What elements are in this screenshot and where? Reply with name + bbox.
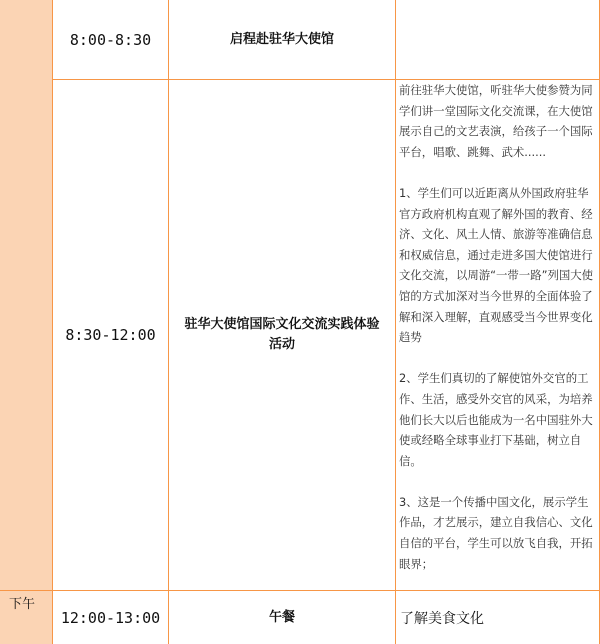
- time-cell: [53, 80, 168, 590]
- activity-cell: [169, 591, 395, 644]
- description-text: 了解美食文化: [400, 610, 484, 627]
- time-cell: [53, 591, 168, 644]
- time-text: 12:00-13:00: [60, 608, 161, 627]
- table-border: [0, 590, 600, 591]
- activity-text: 午餐: [268, 609, 295, 625]
- table-border: [52, 79, 600, 80]
- description-paragraph: 1、学生们可以近距离从外国政府驻华官方政府机构直观了解外国的教育、经济、文化、风土人情、旅游等准确信息和权威信息，通过走进多国大使馆进行文化交流，以周游“一带一路”列国大使馆的方式加深对当今世界的全面体验了解和深入理解，直观感受当今世界变化趋势: [399, 185, 594, 345]
- description-paragraph: 2、学生们真切的了解使馆外交官的工作、生活，感受外交官的风采，为培养他们长大以后也能成为一名中国驻外大使或经略全球事业打下基础，树立自信。: [399, 371, 593, 468]
- activity-text: 驻华大使馆国际文化交流实践体验活动: [184, 317, 380, 352]
- description-cell: [396, 80, 597, 590]
- time-text: 8:00-8:30: [69, 30, 152, 49]
- activity-cell: [169, 80, 395, 590]
- activity-cell: [169, 0, 395, 79]
- description-paragraph: 前往驻华大使馆，听驻华大使参赞为同学们讲一堂国际文化交流课，在大使馆展示自己的文艺表演，给孩子一个国际平台，唱歌、跳舞、武术......: [399, 83, 593, 159]
- time-text: 8:30-12:00: [65, 326, 156, 344]
- table-border: [52, 0, 53, 644]
- table-border: [395, 0, 396, 644]
- table-border: [168, 0, 169, 644]
- time-cell: [53, 0, 168, 79]
- description-cell-empty: [396, 0, 600, 79]
- period-cell-afternoon: [0, 591, 52, 644]
- description-paragraph: 3、这是一个传播中国文化，展示学生作品，才艺展示，建立自我信心、文化自信的平台，学生可以放飞自我，开拓眼界；: [399, 494, 593, 571]
- activity-text: 启程赴驻华大使馆: [229, 31, 334, 47]
- period-label: 下午: [9, 597, 36, 612]
- period-cell-morning: [0, 0, 52, 590]
- description-cell: [396, 591, 600, 644]
